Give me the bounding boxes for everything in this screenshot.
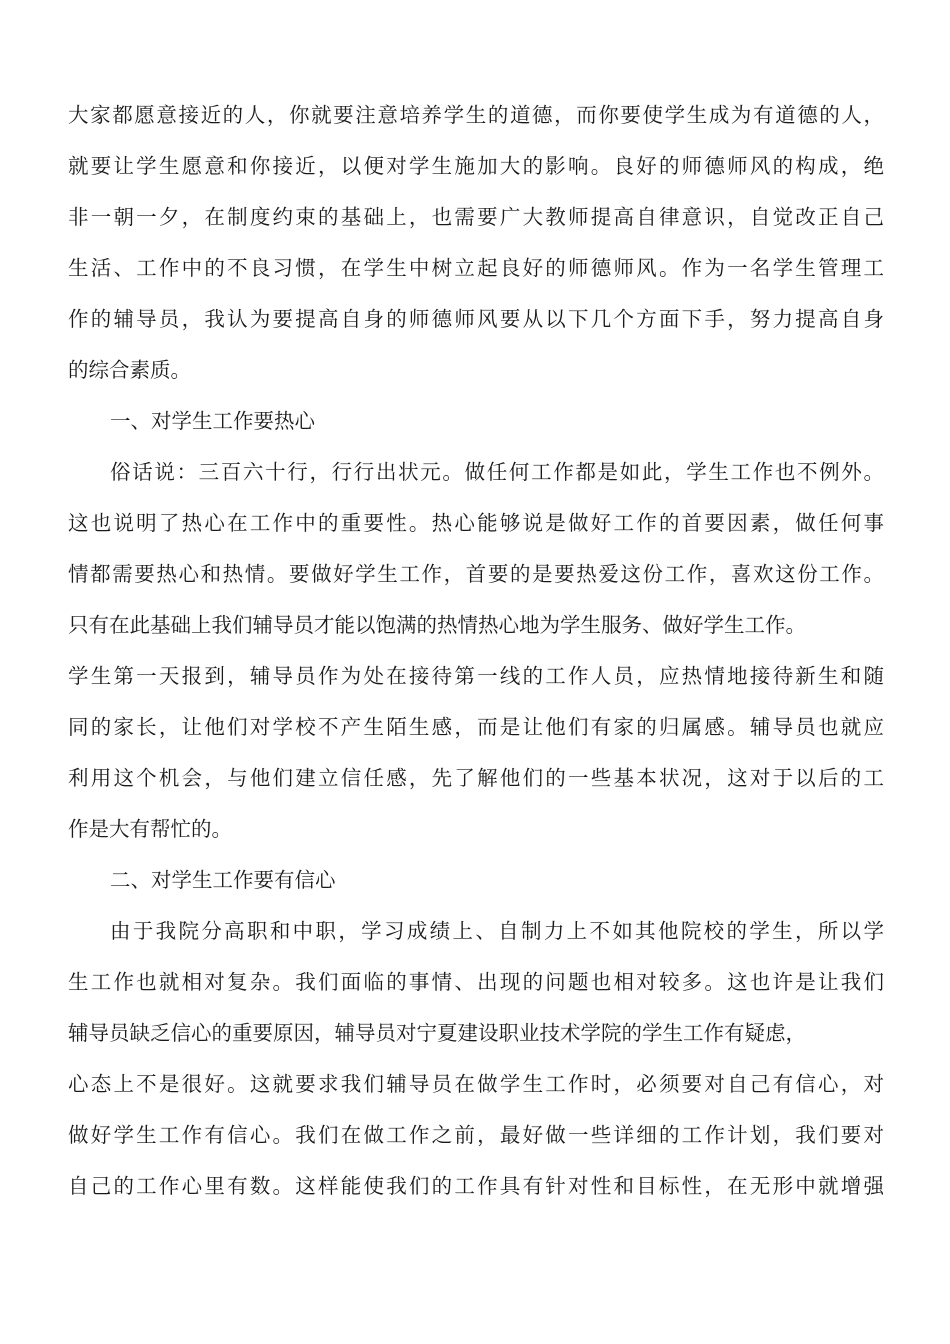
text-line: 由于我院分高职和中职，学习成绩上、自制力上不如其他院校的学生，所以学	[110, 919, 884, 943]
text-line: 这也说明了热心在工作中的重要性。热心能够说是做好工作的首要因素，做任何事	[68, 511, 884, 535]
text-line: 生工作也就相对复杂。我们面临的事情、出现的问题也相对较多。这也许是让我们	[68, 970, 884, 994]
text-line: 辅导员缺乏信心的重要原因，辅导员对宁夏建设职业技术学院的学生工作有疑虑，	[68, 1021, 806, 1045]
text-line: 作是大有帮忙的。	[68, 817, 232, 841]
text-line: 情都需要热心和热情。要做好学生工作，首要的是要热爱这份工作，喜欢这份工作。	[68, 562, 884, 586]
text-line: 大家都愿意接近的人，你就要注意培养学生的道德，而你要使学生成为有道德的人，	[68, 103, 884, 127]
text-line: 心态上不是很好。这就要求我们辅导员在做学生工作时，必须要对自己有信心，对	[68, 1072, 884, 1096]
text-line: 同的家长，让他们对学校不产生陌生感，而是让他们有家的归属感。辅导员也就应	[68, 715, 884, 739]
text-line: 就要让学生愿意和你接近，以便对学生施加大的影响。良好的师德师风的构成，绝	[68, 154, 884, 178]
text-line: 做好学生工作有信心。我们在做工作之前，最好做一些详细的工作计划，我们要对	[68, 1123, 884, 1147]
text-line: 的综合素质。	[68, 358, 191, 382]
text-line: 自己的工作心里有数。这样能使我们的工作具有针对性和目标性，在无形中就增强	[68, 1174, 884, 1198]
text-line: 利用这个机会，与他们建立信任感，先了解他们的一些基本状况，这对于以后的工	[68, 766, 884, 790]
section-heading-1: 一、对学生工作要热心	[110, 409, 315, 433]
section-heading-2: 二、对学生工作要有信心	[110, 868, 336, 892]
text-line: 作的辅导员，我认为要提高自身的师德师风要从以下几个方面下手，努力提高自身	[68, 307, 884, 331]
text-line: 非一朝一夕，在制度约束的基础上，也需要广大教师提高自律意识，自觉改正自己	[68, 205, 884, 229]
text-line: 生活、工作中的不良习惯，在学生中树立起良好的师德师风。作为一名学生管理工	[68, 256, 884, 280]
body-text	[68, 90, 884, 1212]
text-line: 只有在此基础上我们辅导员才能以饱满的热情热心地为学生服务、做好学生工作。	[68, 613, 806, 637]
text-line: 俗话说：三百六十行，行行出状元。做任何工作都是如此，学生工作也不例外。	[110, 460, 884, 484]
text-line: 学生第一天报到，辅导员作为处在接待第一线的工作人员，应热情地接待新生和随	[68, 664, 884, 688]
